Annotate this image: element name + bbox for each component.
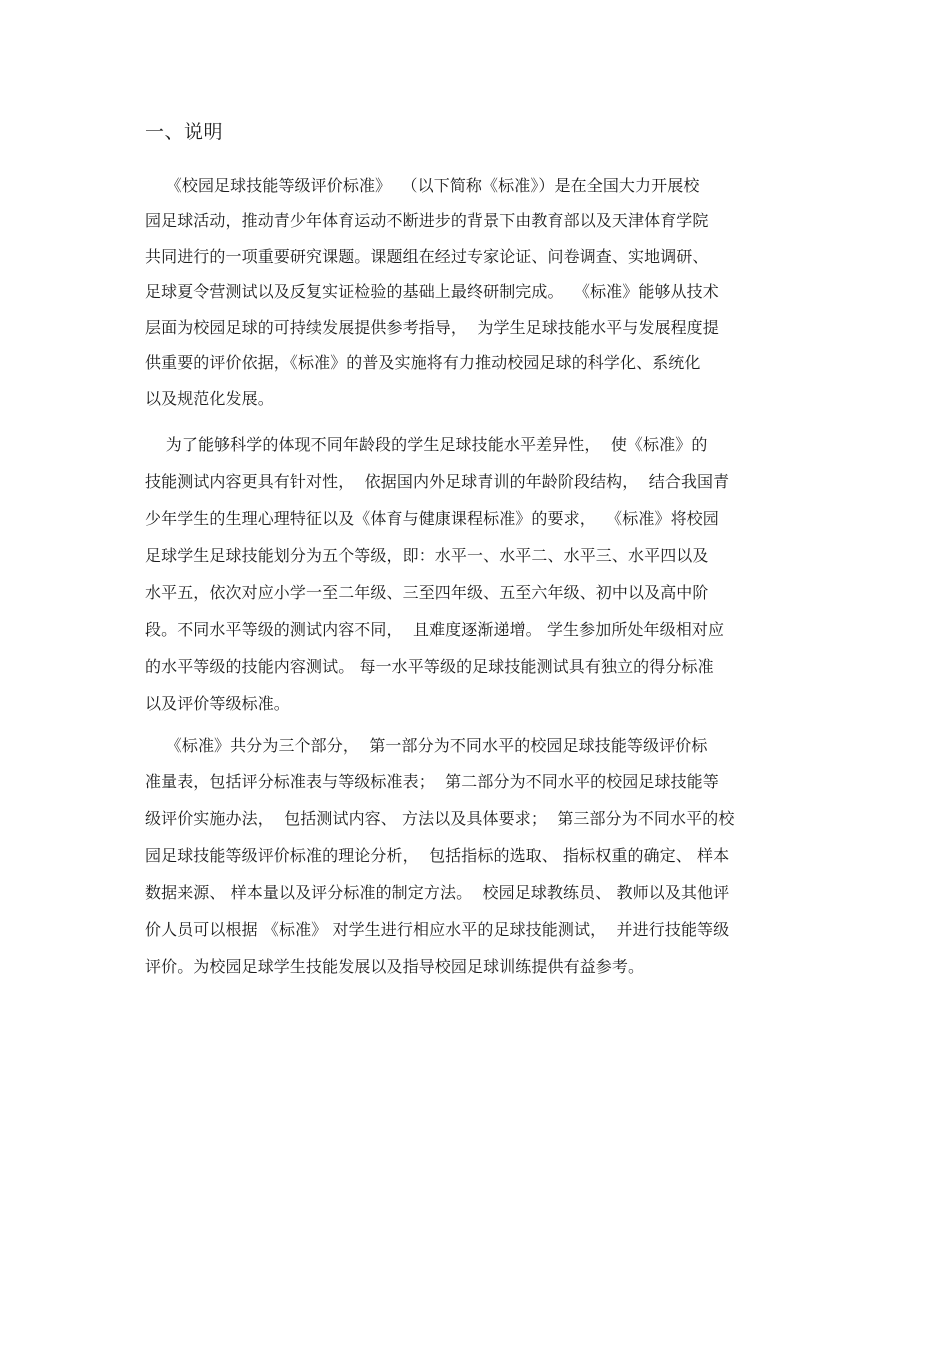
paragraph-line: 评价。为校园足球学生技能发展以及指导校园足球训练提供有益参考。 [145,957,645,976]
paragraph-line: 以及评价等级标准。 [145,694,290,713]
paragraph-line: 共同进行的一项重要研究课题。课题组在经过专家论证、问卷调查、实地调研、 [145,247,709,266]
paragraph-line: 供重要的评价依据，《标准》的普及实施将有力推动校园足球的科学化、系统化 [145,353,701,372]
paragraph-line: 园足球技能等级评价标准的理论分析， 包括指标的选取、 指标权重的确定、 样本 [145,846,730,865]
paragraph-line: 足球学生足球技能划分为五个等级，即：水平一、水平二、水平三、水平四以及 [145,546,709,565]
paragraph-line: 足球夏令营测试以及反复实证检验的基础上最终研制完成。 《标准》能够从技术 [145,282,719,301]
paragraph-line: 园足球活动，推动青少年体育运动不断进步的背景下由教育部以及天津体育学院 [145,211,709,230]
paragraph-line: 级评价实施办法， 包括测试内容、 方法以及具体要求； 第三部分为不同水平的校 [145,809,735,828]
paragraph-line: 少年学生的生理心理特征以及《体育与健康课程标准》的要求， 《标准》将校园 [145,509,719,528]
paragraph-line: 段。不同水平等级的测试内容不同， 且难度逐渐递增。 学生参加所处年级相对应 [145,620,725,639]
paragraph-line: 准量表，包括评分标准表与等级标准表； 第二部分为不同水平的校园足球技能等 [145,772,719,791]
paragraph-line: 数据来源、 样本量以及评分标准的制定方法。 校园足球教练员、 教师以及其他评 [145,883,730,902]
paragraph-line: 以及规范化发展。 [145,389,274,408]
paragraph-line: 《标准》共分为三个部分， 第一部分为不同水平的校园足球技能等级评价标 [145,736,708,755]
paragraph-line: 技能测试内容更具有针对性， 依据国内外足球青训的年龄阶段结构， 结合我国青 [145,472,730,491]
paragraph-line: 层面为校园足球的可持续发展提供参考指导， 为学生足球技能水平与发展程度提 [145,318,719,337]
paragraph-line: 价人员可以根据 《标准》 对学生进行相应水平的足球技能测试， 并进行技能等级 [145,920,730,939]
paragraph-line: 为了能够科学的体现不同年龄段的学生足球技能水平差异性， 使《标准》的 [145,435,708,454]
section-heading: 一、说明 [145,121,224,143]
paragraph-line: 《校园足球技能等级评价标准》 （以下简称《标准》）是在全国大力开展校 [145,176,700,195]
paragraph-line: 的水平等级的技能内容测试。 每一水平等级的足球技能测试具有独立的得分标准 [145,657,714,676]
paragraph-line: 水平五，依次对应小学一至二年级、三至四年级、五至六年级、初中以及高中阶 [145,583,709,602]
